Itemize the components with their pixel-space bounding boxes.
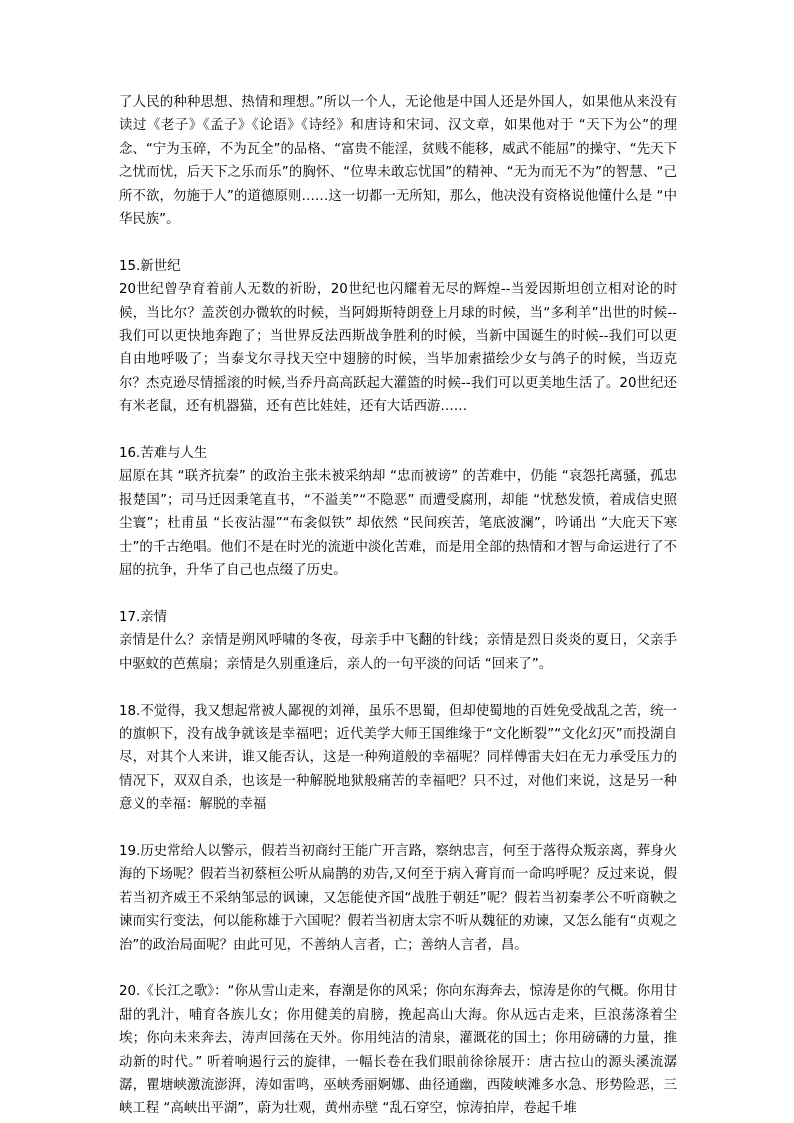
section-20: [119, 980, 677, 1120]
spacer: [119, 817, 677, 840]
document-page: [119, 91, 677, 1121]
spacer: [119, 419, 677, 442]
spacer: [119, 583, 677, 606]
spacer: [119, 957, 677, 980]
body-paragraph: 20世纪曾孕育着前人无数的祈盼，20世纪也闪耀着无尽的辉煌--当爱因斯坦创立相对论的时候，当比尔？盖茨创办微软的时候，当阿姆斯特朗登上月球的时候，当“多利羊”出世的时候--我们可以更快地奔跑了；当世界反法西斯战争胜利的时候，当新中国诞生的时候--我们可以更自由地呼吸了；当泰戈尔寻找天空中翅膀的时候，当毕加索描绘少女与鸽子的时候，当迈克尔？杰克逊尽情摇滚的时候,当乔丹高高跃起大灌篮的时候--我们可以更美地生活了。20世纪还有米老鼠，还有机器猫，还有芭比娃娃，还有大话西游……: [119, 282, 677, 415]
section-heading: 15.新世纪: [119, 258, 181, 274]
section-heading: 16.苦难与人生: [119, 446, 208, 462]
body-paragraph: 18.不觉得，我又想起常被人鄙视的刘禅，虽乐不思蜀，但却使蜀地的百姓免受战乱之苦，统一的旗帜下，没有战争就该是幸福吧；近代美学大师王国维缘于“文化断裂”“文化幻灭”而投湖自尽，对其个人来讲，谁又能否认，这是一种殉道般的幸福呢？同样傅雷夫妇在无力承受压力的情况下，双双自杀，也该是一种解脱地狱般痛苦的幸福吧？只不过，对他们来说，这是另一种意义的幸福：解脱的幸福: [119, 703, 677, 813]
section-16: [119, 442, 677, 582]
spacer: [119, 676, 677, 699]
section-18: [119, 700, 677, 817]
spacer: [119, 231, 677, 254]
section-19: [119, 840, 677, 957]
body-paragraph: 20.《长江之歌》：“你从雪山走来，春潮是你的风采；你向东海奔去，惊涛是你的气概。你用甘甜的乳汁，哺育各族儿女；你用健美的肩膀，挽起高山大海。你从远古走来，巨浪荡涤着尘埃；你向未来奔去，涛声回荡在天外。你用纯洁的清泉，灌溉花的国土；你用磅礴的力量，推动新的时代。” 听着响遏行云的旋律，一幅长卷在我们眼前徐徐展开：唐古拉山的源头溪流潺潺，瞿塘峡激流澎湃，涛如雷鸣，巫峡秀丽婀娜、曲径通幽，西陵峡滩多水急、形势险恶，三峡工程 “高峡出平湖”，蔚为壮观，黄州赤壁 “乱石穿空，惊涛拍岸，卷起千堆: [119, 984, 677, 1117]
body-paragraph: 了人民的种种思想、热情和理想。”所以一个人，无论他是中国人还是外国人，如果他从来没有读过《老子》《孟子》《论语》《诗经》和唐诗和宋词、汉文章，如果他对于 “天下为公”的理念、“宁为玉碎，不为瓦全”的品格、“富贵不能淫，贫贱不能移，威武不能屈”的操守、“先天下之忧而忧，后天下之乐而乐”的胸怀、“位卑未敢忘忧国”的精神、“无为而无不为”的智慧、“己所不欲，勿施于人”的道德原则……这一切都一无所知，那么，他决没有资格说他懂什么是 “中华民族”。: [119, 95, 677, 228]
section-15: [119, 255, 677, 419]
passage-continuation: [119, 91, 677, 231]
body-paragraph: 屈原在其 “联齐抗秦” 的政治主张未被采纳却 “忠而被谤” 的苦难中，仍能 “哀怨托离骚，孤忠报楚国”；司马迁因秉笔直书，“不溢美”“不隐恶” 而遭受腐刑，却能 “忧愁发愤，着成信史照尘寰”；杜甫虽 “长夜沾湿”“布衾似铁” 却依然 “民间疾苦，笔底波澜”，吟诵出 “大庇天下寒士”的千古绝唱。他们不是在时光的流逝中淡化苦难，而是用全部的热情和才智与命运进行了不屈的抗争，升华了自己也点缀了历史。: [119, 469, 677, 579]
section-17: [119, 606, 677, 676]
body-paragraph: 19.历史常给人以警示，假若当初商纣王能广开言路，察纳忠言，何至于落得众叛亲离，葬身火海的下场呢？假若当初蔡桓公听从扁鹊的劝告,又何至于病入膏肓而一命呜呼呢？反过来说，假若当初齐威王不采纳邹忌的讽谏，又怎能使齐国“战胜于朝廷”呢？假若当初秦孝公不听商鞅之谏而实行变法，何以能称雄于六国呢？假若当初唐太宗不听从魏征的劝谏，又怎么能有“贞观之治”的政治局面呢？由此可见，不善纳人言者，亡；善纳人言者，昌。: [119, 843, 677, 953]
section-heading: 17.亲情: [119, 609, 168, 625]
body-paragraph: 亲情是什么？亲情是朔风呼啸的冬夜，母亲手中飞翻的针线；亲情是烈日炎炎的夏日，父亲手中驱蚊的芭蕉扇；亲情是久别重逢后，亲人的一句平淡的问话 “回来了”。: [119, 633, 677, 672]
